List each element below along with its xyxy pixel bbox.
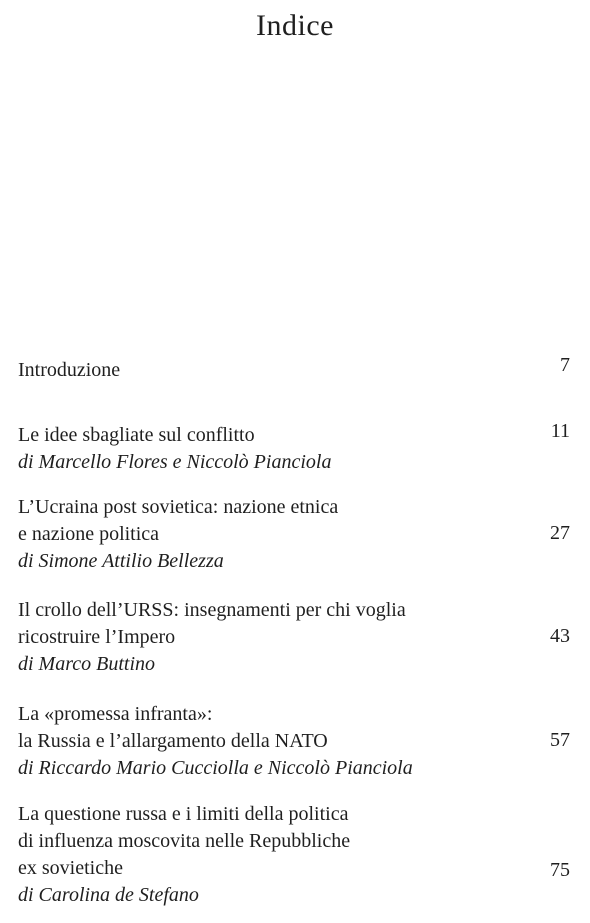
entry-author: di Marcello Flores e Niccolò Pianciola: [18, 451, 332, 473]
toc-entry-crollo-urss: [18, 597, 574, 678]
entry-page-number: 7: [560, 354, 570, 376]
entry-author: di Carolina de Stefano: [18, 884, 199, 906]
entry-title-line: la Russia e l’allargamento della NATO: [18, 730, 328, 752]
toc-entry-idee-sbagliate: [18, 422, 574, 476]
entry-page-number: 43: [550, 625, 570, 647]
entry-title-line: e nazione politica: [18, 523, 160, 545]
entry-author: di Marco Buttino: [18, 653, 156, 675]
entry-title-line: L’Ucraina post sovietica: nazione etnica: [18, 496, 339, 518]
entry-title-line: ricostruire l’Impero: [18, 626, 176, 648]
entry-title-line: Le idee sbagliate sul conflitto: [18, 424, 255, 446]
entry-title-line: di influenza moscovita nelle Repubbliche: [18, 830, 351, 852]
toc-entry-ucraina: [18, 494, 574, 575]
page-title: Indice: [256, 9, 334, 42]
toc-entry-introduzione: [18, 354, 574, 384]
entry-title-line: ex sovietiche: [18, 857, 123, 879]
entry-title-line: Il crollo dell’URSS: insegnamenti per chi voglia: [18, 599, 406, 621]
entry-title-line: La «promessa infranta»:: [18, 703, 213, 725]
entry-page-number: 75: [550, 859, 570, 881]
entry-page-number: 27: [550, 522, 570, 544]
entry-page-number: 57: [550, 729, 570, 751]
toc-entry-promessa-infranta: [18, 701, 574, 782]
entry-page-number: 11: [550, 420, 570, 442]
entry-title-line: Introduzione: [18, 359, 121, 381]
entry-author: di Riccardo Mario Cucciolla e Niccolò Pianciola: [18, 757, 413, 779]
toc-entry-questione-russa: [18, 801, 574, 909]
entry-title-line: La questione russa e i limiti della politica: [18, 803, 349, 825]
entry-author: di Simone Attilio Bellezza: [18, 550, 224, 572]
